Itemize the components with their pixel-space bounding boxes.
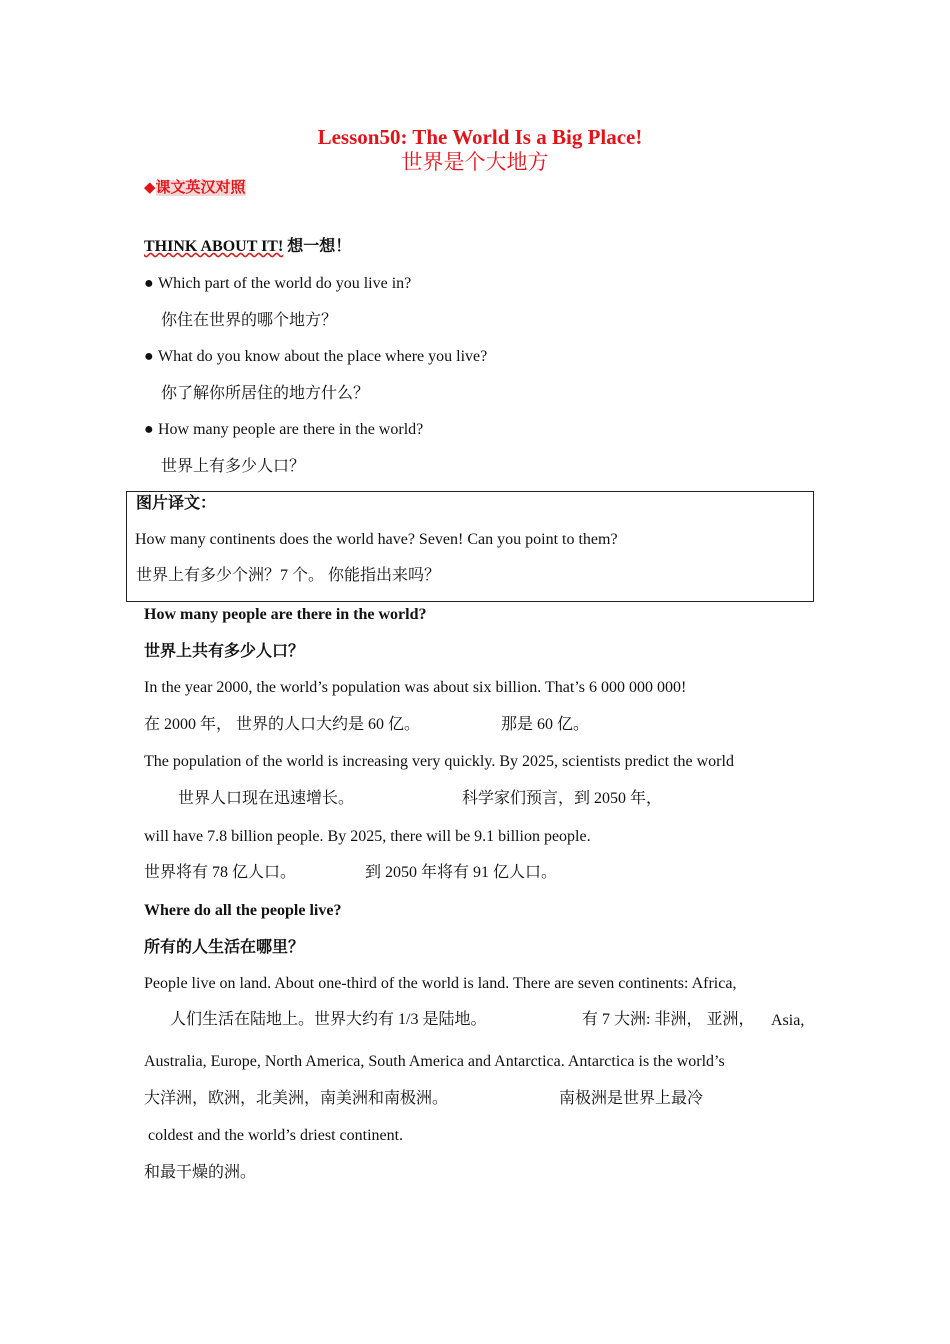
question-1-english: How many people are there in the world?	[144, 606, 427, 623]
picture-box-chinese: 世界上有多少个洲？7 个。 你能指出来吗？	[136, 567, 441, 584]
paragraph-5-chinese-a: 大洋洲，欧洲，北美洲，南美洲和南极洲。	[144, 1090, 449, 1107]
picture-box-label: 图片译文：	[136, 495, 217, 512]
lesson-title-english: Lesson50: The World Is a Big Place!	[317, 125, 643, 149]
question-2-english: Where do all the people live?	[144, 902, 342, 919]
paragraph-4-chinese-b: 有 7 大洲: 非洲， 亚洲，	[582, 1011, 755, 1028]
bullet-text-english: Which part of the world do you live in?	[158, 275, 412, 292]
paragraph-4-chinese-a: 人们生活在陆地上。世界大约有 1/3 是陆地。	[170, 1011, 487, 1028]
think-bullet-2	[144, 347, 487, 367]
paragraph-2-chinese-b: 科学家们预言，到 2050 年，	[462, 790, 663, 807]
paragraph-5-english: Australia, Europe, North America, South America and Antarctica. Antarctica is the world’s	[144, 1053, 725, 1070]
lesson-title-chinese: 世界是个大地方	[401, 150, 549, 174]
paragraph-2-english: The population of the world is increasing very quickly. By 2025, scientists predict the world	[144, 753, 734, 770]
think-bullet-3	[144, 420, 423, 440]
paragraph-6-english: coldest and the world’s driest continent.	[148, 1127, 404, 1144]
paragraph-2-chinese-a: 世界人口现在迅速增长。	[178, 790, 355, 807]
question-2-chinese: 所有的人生活在哪里？	[144, 939, 305, 956]
paragraph-6-chinese: 和最干燥的洲。	[144, 1164, 257, 1181]
bullet-text-english: What do you know about the place where you live?	[158, 348, 488, 365]
question-1-chinese: 世界上共有多少人口？	[144, 643, 305, 660]
paragraph-1-chinese-a: 在 2000 年， 世界的人口大约是 60 亿。	[144, 716, 421, 733]
paragraph-5-chinese-b: 南极洲是世界上最冷	[559, 1090, 704, 1107]
section-tag-label: 课文英汉对照	[155, 180, 246, 196]
diamond-icon: ◆	[144, 180, 156, 196]
paragraph-3-chinese-a: 世界将有 78 亿人口。	[144, 864, 297, 881]
think-heading-english: THINK ABOUT IT!	[144, 238, 284, 255]
paragraph-3-chinese-b: 到 2050 年将有 91 亿人口。	[365, 864, 558, 881]
think-heading	[144, 237, 351, 257]
bullet-text-english: How many people are there in the world?	[158, 421, 424, 438]
paragraph-3-english: will have 7.8 billion people. By 2025, there will be 9.1 billion people.	[144, 828, 591, 845]
paragraph-4-english: People live on land. About one-third of the world is land. There are seven continents: Africa,	[144, 975, 737, 992]
think-bullet-3-translation: 世界上有多少人口？	[161, 458, 306, 475]
bullet-dot-icon: ●	[144, 421, 154, 438]
paragraph-1-chinese-b: 那是 60 亿。	[501, 716, 590, 733]
section-tag	[144, 178, 246, 198]
paragraph-1-english: In the year 2000, the world’s population was about six billion. That’s 6 000 000 000!	[144, 679, 687, 696]
think-bullet-2-translation: 你了解你所居住的地方什么？	[161, 385, 370, 402]
paragraph-4-chinese-c: Asia,	[771, 1012, 805, 1029]
think-bullet-1	[144, 274, 411, 294]
bullet-dot-icon: ●	[144, 348, 154, 365]
think-heading-chinese: 想一想！	[287, 238, 352, 255]
think-bullet-1-translation: 你住在世界的哪个地方？	[161, 312, 338, 329]
bullet-dot-icon: ●	[144, 275, 154, 292]
picture-box-english: How many continents does the world have? Seven! Can you point to them?	[135, 531, 618, 548]
